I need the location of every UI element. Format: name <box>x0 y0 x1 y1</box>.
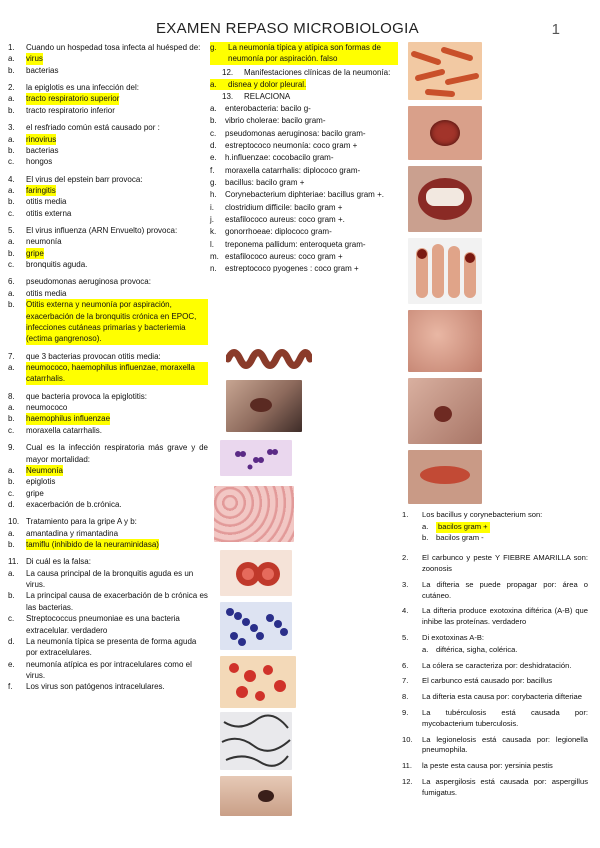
item-number: 9. <box>402 707 409 717</box>
answer-option <box>8 681 208 692</box>
option-text: neumonía <box>26 237 62 247</box>
option-text: haemophilus influenzae <box>26 414 111 424</box>
option-letter: a. <box>8 237 15 247</box>
skin-ulcer-photo <box>408 106 482 160</box>
option-letter: b. <box>8 540 15 550</box>
item-text: La cólera se caracteriza por: deshidratación. <box>422 660 572 670</box>
relaciona-item <box>210 251 398 262</box>
option-letter: b. <box>8 248 15 258</box>
answer-option <box>8 362 208 385</box>
question-4 <box>8 174 208 185</box>
option-text: Neumonía <box>26 465 63 475</box>
item-letter: f. <box>210 165 215 175</box>
relaciona-item <box>210 226 398 237</box>
option-letter: b. <box>8 300 15 310</box>
answer-option <box>8 476 208 487</box>
question-number: 2. <box>8 83 15 93</box>
option-letter: a. <box>8 362 15 372</box>
arm-lesion-photo <box>226 380 302 432</box>
item-text: estreptococo neumonía: coco gram + <box>225 140 358 150</box>
question-8 <box>8 391 208 402</box>
question-number: 1. <box>402 510 409 519</box>
fingers-gangrene-photo <box>408 238 482 304</box>
option-letter: f. <box>8 682 13 692</box>
option-letter: b. <box>8 477 15 487</box>
item-text: La aspergilosis está causada por: aspergillus fumigatus. <box>422 776 588 797</box>
option-letter: a. <box>8 185 15 195</box>
red-diplococci-photo <box>220 550 292 596</box>
answer-option <box>8 528 208 539</box>
answer-option <box>402 533 588 544</box>
purple-diplococci-photo <box>220 440 292 476</box>
spirochete-photo <box>226 344 312 374</box>
item-text: La difteria esta causa por: corybacteria difteriae <box>422 692 582 702</box>
answer-option <box>8 590 208 613</box>
answer-option <box>8 413 208 424</box>
item-letter: b. <box>210 116 217 126</box>
item-text: estreptococo pyogenes : coco gram + <box>225 264 359 274</box>
column-left <box>8 42 208 699</box>
item-text: La difteria produce exotoxina diftérica (A-B) que inhibe las proteínas. verdadero <box>422 606 588 627</box>
item-letter: k. <box>210 227 217 237</box>
mouth-lesion-photo <box>408 166 482 232</box>
relaciona-item <box>210 214 398 225</box>
option-text: diftérica, sigha, colérica. <box>436 644 518 654</box>
question-text: que bacteria provoca la epiglotitis: <box>26 391 147 401</box>
relaciona-item <box>210 103 398 114</box>
item-text: vibrio cholerae: bacilo gram- <box>225 116 326 126</box>
question-number: 11. <box>8 557 19 567</box>
item-letter: l. <box>210 239 214 249</box>
option-letter: a. <box>8 134 15 144</box>
item-letter: j. <box>210 215 214 225</box>
option-letter: a. <box>210 80 217 90</box>
option-text: tamiflu (inhibido de la neuraminidasa) <box>26 540 159 550</box>
option-letter: b. <box>8 65 15 75</box>
option-text: Streptococcus pneumoniae es una bacteria extracelular. verdadero <box>26 614 180 635</box>
item-text: estafilococo aureus: coco gram + <box>225 252 343 262</box>
question-block <box>8 556 208 692</box>
answer-option <box>8 196 208 207</box>
item-text: pseudomonas aeruginosa: bacilo gram- <box>225 128 366 138</box>
answer-option <box>8 659 208 682</box>
item-number: 4. <box>402 606 409 616</box>
option-letter: c. <box>8 208 15 218</box>
question-block <box>8 516 208 550</box>
item-text: La tubérculosis está causada por: mycobacterium tuberculosis. <box>422 707 588 728</box>
option-text: neumonía atípica es por intracelulares como el virus. <box>26 659 192 680</box>
sub-option <box>402 645 588 656</box>
list-item <box>402 553 588 575</box>
question-5 <box>8 225 208 236</box>
question-r1 <box>402 510 588 521</box>
option-text: bacterias <box>26 65 59 75</box>
item-letter: n. <box>210 264 217 274</box>
option-text: rinovirus <box>26 134 57 144</box>
relaciona-item <box>210 152 398 163</box>
page-header <box>0 18 600 40</box>
question-number: 13. <box>222 92 234 102</box>
hand-lesion-photo <box>220 776 292 816</box>
pink-cells-photo <box>214 486 294 542</box>
item-number: 10. <box>402 734 413 744</box>
option-text: tracto respiratorio superior <box>26 94 120 104</box>
item-text: El carbunco está causado por: bacillus <box>422 676 553 686</box>
option-letter: a. <box>8 54 15 64</box>
red-bacteria-photo <box>220 656 296 708</box>
answer-option <box>8 185 208 196</box>
list-item <box>402 692 588 703</box>
answer-option <box>8 248 208 259</box>
answer-option <box>8 568 208 591</box>
question-block <box>8 276 208 344</box>
question-text: Los bacillus y corynebacterium son: <box>422 510 543 519</box>
option-text: tracto respiratorio inferior <box>26 105 115 115</box>
question-text: Tratamiento para la gripe A y b: <box>26 517 137 527</box>
blue-cocci-photo <box>220 602 292 650</box>
relaciona-item <box>210 189 398 200</box>
item-text: enterobacteria: bacilo g- <box>225 103 311 113</box>
relaciona-item <box>210 263 398 274</box>
option-text: otitis externa <box>26 208 72 218</box>
option-letter: c. <box>8 157 15 167</box>
question-number: 5. <box>8 226 15 236</box>
option-letter: c. <box>8 614 15 624</box>
item-text: moraxella catarrhalis: diplococo gram- <box>225 165 361 175</box>
option-text: exacerbación de b.crónica. <box>26 499 122 509</box>
answer-option <box>8 539 208 550</box>
item-number: 7. <box>402 676 409 686</box>
option-letter: a. <box>8 465 15 475</box>
answer-option <box>8 636 208 659</box>
option-letter: g. <box>210 43 217 52</box>
answer-option <box>8 299 208 344</box>
relaciona-item <box>210 128 398 139</box>
question-number: 8. <box>8 391 15 401</box>
option-letter: b. <box>422 532 429 542</box>
item-text: Di exotoxinas A-B: <box>422 633 485 643</box>
question-text: El virus del epstein barr provoca: <box>26 174 143 184</box>
option-text: epiglotis <box>26 477 56 487</box>
question-text: Cual es la infección respiratoria más grave y de mayor mortalidad: <box>26 443 208 464</box>
question-text: que 3 bacterias provocan otitis media: <box>26 351 161 361</box>
option-text: otitis media <box>26 288 67 298</box>
option-text: La neumonía típica y atípica son formas de neumonía por aspiración. falso <box>228 43 381 64</box>
question-block <box>8 351 208 385</box>
option-text: virus <box>26 54 43 64</box>
answer-option <box>8 134 208 145</box>
item-letter: h. <box>210 190 217 200</box>
answer-option <box>8 65 208 76</box>
item-letter: d. <box>210 140 217 150</box>
chest-rash-photo <box>408 310 482 372</box>
list-item <box>402 735 588 757</box>
item-text: La legionelosis está causada por: legionella pneumophila. <box>422 734 588 755</box>
question-2 <box>8 82 208 93</box>
answer-option <box>402 522 588 533</box>
item-number: 3. <box>402 579 409 589</box>
option-text: hongos <box>26 157 53 167</box>
item-letter: g. <box>210 177 217 187</box>
option-text: neumococo <box>26 403 68 413</box>
question-block <box>8 442 208 510</box>
option-text: amantadina y rimantadina <box>26 528 119 538</box>
option-text: bacilos gram + <box>438 521 488 531</box>
question-number: 1. <box>8 43 15 52</box>
answer-option <box>8 156 208 167</box>
item-letter: a. <box>210 103 217 113</box>
item-letter: i. <box>210 202 214 212</box>
page-title: EXAMEN REPASO MICROBIOLOGIA <box>156 20 419 37</box>
option-letter: a. <box>8 288 15 298</box>
option-text: Los virus son patógenos intracelulares. <box>26 682 165 692</box>
option-letter: b. <box>8 414 15 424</box>
question-number: 10. <box>8 517 20 527</box>
option-letter: d. <box>8 636 15 646</box>
item-letter: m. <box>210 252 219 262</box>
question-text: Manifestaciones clínicas de la neumonía: <box>244 67 391 77</box>
list-item <box>402 633 588 644</box>
list-item <box>402 708 588 730</box>
option-text: bacilos gram - <box>436 532 484 542</box>
question-text: el resfriado común está causado por : <box>26 123 160 133</box>
answer-option <box>8 499 208 510</box>
option-letter: a. <box>8 94 15 104</box>
list-item <box>402 606 588 628</box>
relaciona-item <box>210 115 398 126</box>
item-text: La difteria se puede propagar por: área o cutáneo. <box>422 579 588 600</box>
relaciona-item <box>210 202 398 213</box>
option-text: disnea y dolor pleural. <box>228 80 307 90</box>
question-number: 4. <box>8 174 15 184</box>
lip-lesion-photo <box>408 450 482 504</box>
column-middle <box>210 42 398 276</box>
answer-option <box>8 208 208 219</box>
item-number: 6. <box>402 660 409 670</box>
question-3 <box>8 122 208 133</box>
relaciona-item <box>210 177 398 188</box>
answer-option <box>8 402 208 413</box>
question-number: 3. <box>8 123 15 133</box>
answer-option <box>8 465 208 476</box>
question-block <box>8 225 208 270</box>
answer-option <box>8 488 208 499</box>
option-letter: a. <box>8 403 15 413</box>
option-text: La principal causa de exacerbación de b crónica es las bacterias. <box>26 591 208 612</box>
item-text: clostridium difficile: bacilo gram + <box>225 202 343 212</box>
option-text: bronquitis aguda. <box>26 260 88 270</box>
option-text: otitis media <box>26 197 67 207</box>
answer-g <box>210 42 398 65</box>
option-text: moraxella catarrhalis. <box>26 425 103 435</box>
question-number: 12. <box>222 67 234 77</box>
question-block <box>8 122 208 167</box>
option-letter: d. <box>8 499 15 509</box>
chains-photo <box>220 712 292 770</box>
option-text: La neumonía típica se presenta de forma aguda por extracelulares. <box>26 636 197 658</box>
question-number: 9. <box>8 443 15 453</box>
option-letter: a. <box>422 521 429 531</box>
item-text: h.influenzae: cocobacilo gram- <box>225 153 334 163</box>
list-item <box>402 761 588 772</box>
question-13 <box>210 91 398 102</box>
question-text: la epiglotis es una infección del: <box>26 83 139 93</box>
option-text: faringitis <box>26 185 56 195</box>
option-text: Otitis externa y neumonía por aspiración, exacerbación de la bronquitis crónica en EPOC, infecciones cutáneas primarias y bacteriemia (ectima gangrenoso). <box>26 299 208 344</box>
item-text: Corynebacterium diphteriae: bacillus gram +. <box>225 190 384 200</box>
question-number: 6. <box>8 277 15 287</box>
relaciona-item <box>210 140 398 151</box>
answer-option <box>8 259 208 270</box>
item-text: gonorrhoeae: diplococo gram- <box>225 227 332 237</box>
item-number: 12. <box>402 776 413 786</box>
question-11 <box>8 556 208 567</box>
option-letter: a. <box>422 644 429 654</box>
question-block <box>8 391 208 436</box>
relaciona-item <box>210 239 398 250</box>
question-text: RELACIONA <box>244 92 291 102</box>
question-12 <box>210 67 398 78</box>
option-text: neumococo, haemophilus influenzae, moraxella catarrhalis. <box>26 362 208 385</box>
option-letter: a. <box>8 568 15 578</box>
option-text: bacterias <box>26 145 59 155</box>
question-6 <box>8 276 208 287</box>
item-number: 8. <box>402 692 409 702</box>
answer-option <box>8 425 208 436</box>
list-item <box>402 661 588 672</box>
list-item <box>402 777 588 799</box>
item-text: bacillus: bacilo gram + <box>225 177 305 187</box>
option-letter: a. <box>8 528 15 538</box>
option-letter: c. <box>8 425 15 435</box>
item-text: estafilococo aureus: coco gram +. <box>225 215 345 225</box>
option-text: gripe <box>26 488 44 498</box>
relaciona-item <box>210 165 398 176</box>
item-text: treponema pallidum: enteroqueta gram- <box>225 239 366 249</box>
option-text: La causa principal de la bronquitis aguda es un virus. <box>26 568 194 590</box>
column-right <box>402 510 588 803</box>
option-letter: b. <box>8 591 15 601</box>
question-block <box>8 82 208 116</box>
list-item <box>402 580 588 602</box>
list-item <box>402 676 588 687</box>
item-letter: c. <box>210 128 217 138</box>
item-text: El carbunco y peste Y FIEBRE AMARILLA son: zoonosis <box>422 553 588 574</box>
question-9 <box>8 442 208 465</box>
item-number: 5. <box>402 633 409 643</box>
items-list <box>402 553 588 798</box>
option-letter: b. <box>8 145 15 155</box>
item-number: 2. <box>402 553 409 563</box>
option-letter: b. <box>8 105 15 115</box>
question-10 <box>8 516 208 527</box>
question-number: 7. <box>8 351 15 361</box>
option-text: gripe <box>26 248 44 258</box>
question-block <box>8 174 208 219</box>
answer-option <box>8 93 208 104</box>
neck-lesion-photo <box>408 378 482 444</box>
option-letter: c. <box>8 488 15 498</box>
bacilli-photo <box>408 42 482 100</box>
answer-option <box>8 53 208 64</box>
options <box>402 522 588 544</box>
answer-option <box>8 236 208 247</box>
answer-option <box>8 145 208 156</box>
option-letter: e. <box>8 659 15 669</box>
question-block <box>8 42 208 76</box>
answer-12a <box>210 79 306 90</box>
question-text: Di cuál es la falsa: <box>26 557 91 567</box>
item-number: 11. <box>402 761 412 771</box>
option-letter: b. <box>8 197 15 207</box>
question-1 <box>8 42 208 53</box>
page-number: 1 <box>551 21 560 38</box>
option-letter: c. <box>8 260 15 270</box>
answer-option <box>8 613 208 636</box>
answer-option <box>8 105 208 116</box>
item-letter: e. <box>210 153 217 163</box>
question-text: El virus influenza (ARN Envuelto) provoca: <box>26 226 178 236</box>
question-text: Cuando un hospedad tosa infecta al huésped de: <box>26 43 201 52</box>
item-text: la peste esta causa por: yersinia pestis <box>422 761 553 771</box>
relaciona-list <box>210 103 398 275</box>
answer-option <box>8 288 208 299</box>
question-7 <box>8 351 208 362</box>
question-text: pseudomonas aeruginosa provoca: <box>26 277 151 287</box>
